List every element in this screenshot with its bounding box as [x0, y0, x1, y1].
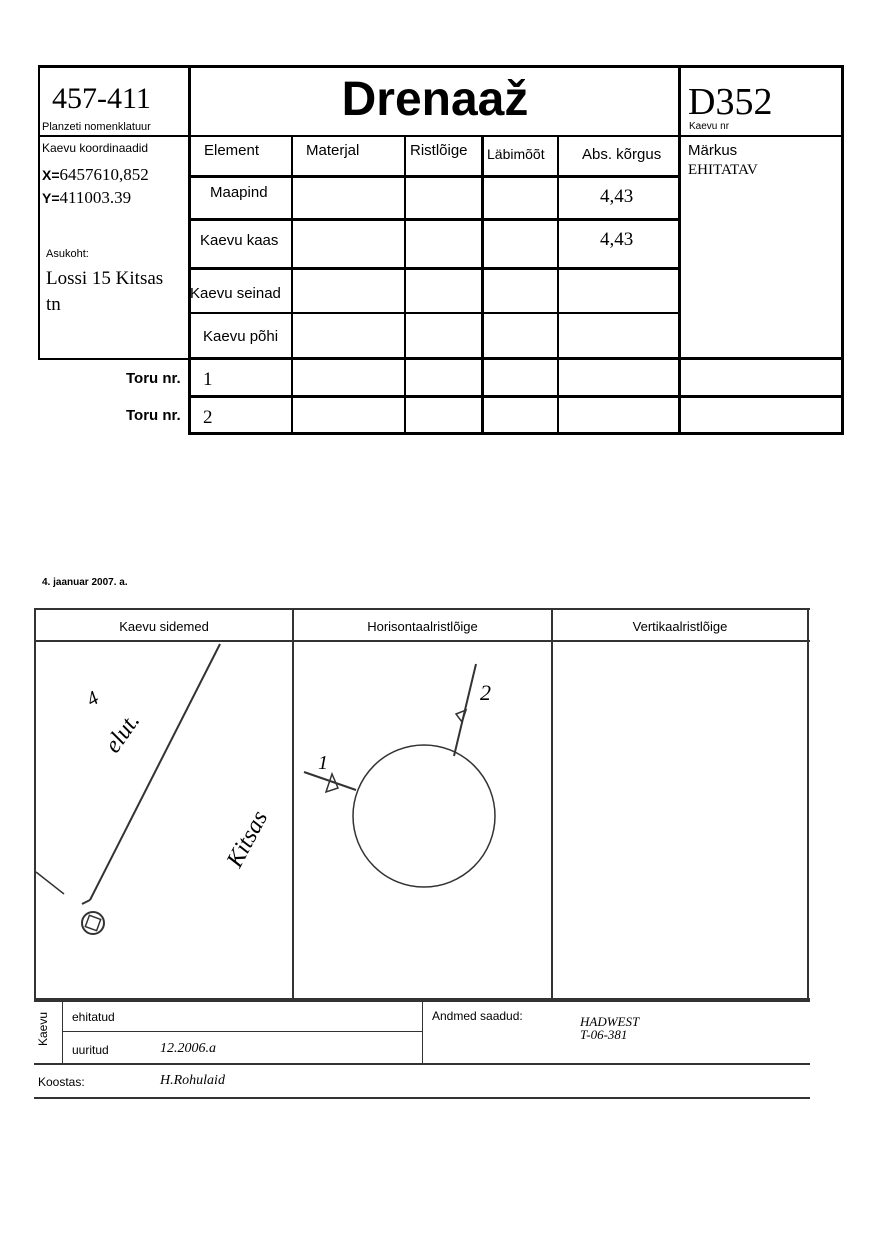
sketch-header-vertical: Vertikaalristlõige: [632, 619, 728, 634]
data-source-line2: T-06-381: [580, 1027, 628, 1042]
footer-side-label: Kaevu: [36, 1011, 50, 1046]
surveyed-label: uuritud: [72, 1043, 109, 1057]
row-abs-ground: 4,43: [600, 186, 634, 207]
pipe-number-2: 2: [203, 407, 213, 428]
coordinate-x-value: 6457610,852: [59, 165, 149, 184]
sketch-header-connections: Kaevu sidemed: [119, 619, 209, 634]
column-header-material: Materjal: [306, 142, 360, 159]
top-form: [0, 0, 872, 440]
well-number-value: D352: [688, 81, 773, 123]
handwritten-pipe-two: 2: [480, 680, 491, 705]
remarks-value: EHITATAV: [688, 162, 758, 178]
coordinate-y-prefix: Y=: [42, 190, 60, 206]
sketch-header-horizontal: Horisontaalristlõige: [367, 619, 478, 634]
handwritten-note-elut: elut.: [99, 708, 146, 758]
column-header-element: Element: [204, 142, 260, 159]
footer-block: [0, 1000, 872, 1110]
location-value-line1: Lossi 15 Kitsas: [46, 268, 164, 289]
handwritten-street: Kitsas: [222, 806, 274, 872]
nomenclature-label: Planzeti nomenklatuur: [42, 121, 151, 133]
pipe-label-1: Toru nr.: [126, 370, 181, 387]
nomenclature-value: 457-411: [52, 82, 151, 115]
well-number-label: Kaevu nr: [689, 121, 730, 132]
coordinate-x: [42, 165, 149, 185]
document-date: 4. jaanuar 2007. a.: [42, 577, 128, 588]
location-label: Asukoht:: [46, 248, 89, 260]
coordinates-label: Kaevu koordinaadid: [42, 141, 149, 155]
column-header-cross-section: Ristlõige: [410, 142, 468, 159]
location-value-line2: tn: [46, 294, 61, 315]
remarks-label: Märkus: [688, 142, 738, 159]
handwritten-pipe-one: 1: [318, 752, 328, 774]
row-element-bottom: Kaevu põhi: [203, 328, 279, 345]
handwritten-note-number: 4: [82, 687, 103, 712]
well-circle: [353, 745, 495, 887]
horizontal-section-sketch: [294, 642, 551, 998]
page-title: Drenaaž: [341, 73, 529, 126]
column-header-abs-height: Abs. kõrgus: [582, 146, 662, 163]
row-abs-lid: 4,43: [600, 229, 634, 250]
compiled-label: Koostas:: [38, 1075, 85, 1089]
column-header-diameter: Läbimõõt: [487, 146, 545, 162]
data-received-label: Andmed saadud:: [432, 1009, 523, 1023]
compiled-by: H.Rohulaid: [160, 1073, 225, 1088]
built-label: ehitatud: [72, 1010, 115, 1024]
pipe-label-2: Toru nr.: [126, 407, 181, 424]
well-symbol-icon: [82, 912, 104, 934]
row-element-lid: Kaevu kaas: [200, 232, 279, 249]
coordinate-y-value: 411003.39: [59, 188, 132, 207]
data-source-line1: HADWEST: [580, 1014, 640, 1029]
row-element-ground: Maapind: [210, 184, 268, 201]
row-element-walls: Kaevu seinad: [190, 285, 281, 302]
coordinate-x-prefix: X=: [42, 167, 60, 183]
coordinate-y: [42, 188, 131, 208]
pipe-number-1: 1: [203, 369, 213, 390]
surveyed-date: 12.2006.a: [160, 1041, 216, 1056]
